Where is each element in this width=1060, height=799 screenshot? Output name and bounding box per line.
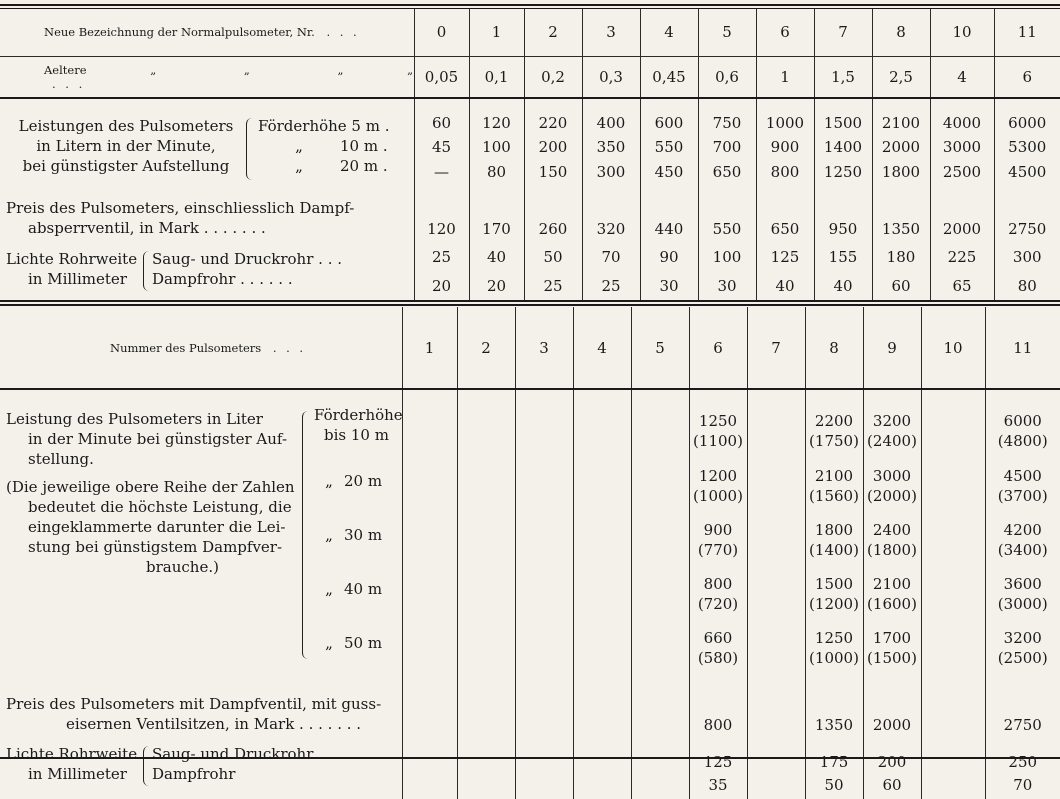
value-cell: 300 [582, 158, 640, 186]
value-cell: 550 [640, 136, 698, 158]
value-top: 1700 [864, 628, 921, 648]
height-label: 50 m [344, 634, 382, 652]
value-cell: 1000 [756, 110, 814, 136]
header-cell: 9 [863, 307, 921, 389]
rohr-cell: 40 [756, 272, 814, 300]
value-bracketed: (720) [690, 594, 747, 614]
leistung-row [0, 403, 1060, 459]
value-cell: 1500 [814, 110, 872, 136]
value-cell: 45 [414, 136, 469, 158]
rohr-cell: 35 [689, 771, 747, 799]
value-cell: 100 [469, 136, 524, 158]
header-new-dots: . . . [326, 25, 359, 39]
value-top: 2100 [806, 466, 863, 486]
value-cell: 2100 [872, 110, 930, 136]
rohr-cell: 25 [582, 272, 640, 300]
value-cell: 900 [756, 136, 814, 158]
leistung-label-line: stellung. [6, 449, 306, 469]
value-cell: 800 [756, 158, 814, 186]
ditto-mark: „ [314, 472, 344, 490]
note-line: eingeklammerte darunter die Lei- [6, 517, 306, 537]
leistung-label-line: in Litern in der Minute, [6, 136, 246, 156]
preis-cell: 2750 [985, 675, 1060, 737]
preis-cell: 2000 [930, 186, 994, 242]
height-label: Förderhöhe [314, 405, 402, 425]
value-bracketed: (2000) [864, 486, 921, 506]
height-label: 30 m [344, 526, 382, 544]
brace [143, 746, 149, 786]
rohr-row [0, 242, 1060, 272]
note-line: (Die jeweilige obere Reihe der Zahlen [6, 477, 306, 497]
value-cell: 80 [469, 158, 524, 186]
header-old-cell: 1,5 [814, 56, 872, 98]
header-label: Nummer des Pulsometers [110, 341, 261, 355]
value-top: 3200 [864, 411, 921, 431]
header-old-cell: 6 [994, 56, 1060, 98]
value-bracketed: (3400) [986, 540, 1060, 560]
value-top: 3200 [986, 628, 1060, 648]
ditto-mark: „ [244, 63, 250, 77]
value-cell: 2000 [872, 136, 930, 158]
rohr-cell: 30 [640, 272, 698, 300]
header-new-cell: 10 [930, 9, 994, 56]
leistung-label-line: Leistung des Pulsometers in Liter [6, 409, 306, 429]
height-label: 10 m . [340, 137, 388, 155]
ditto-mark: „ [314, 526, 344, 544]
value-top: 1800 [806, 520, 863, 540]
ditto-mark: „ [150, 63, 156, 77]
header-new-label: Neue Bezeichnung der Normalpulsometer, Nr. [44, 25, 315, 39]
preis-cell: 170 [469, 186, 524, 242]
header-old-label: Aeltere [44, 63, 87, 77]
value-bracketed: (2400) [864, 431, 921, 451]
header-old-row [0, 56, 1060, 98]
preis-cell: 1350 [872, 186, 930, 242]
rohr-cell: 80 [994, 272, 1060, 300]
rohr-cell: 20 [469, 272, 524, 300]
header-new-cell: 2 [524, 9, 582, 56]
height-label: Förderhöhe 5 m . [258, 116, 408, 136]
rohr-label-line: in Millimeter [6, 764, 156, 784]
value-cell: 220 [524, 110, 582, 136]
value-bracketed: (1560) [806, 486, 863, 506]
value-cell: 650 [698, 158, 756, 186]
value-cell: 4000 [930, 110, 994, 136]
section-rule [0, 304, 1060, 306]
value-bracketed: (2500) [986, 648, 1060, 668]
ditto-mark: „ [314, 580, 344, 598]
preis-row [0, 675, 1060, 737]
preis-label-line: Preis des Pulsometers mit Dampfventil, mit guss- [6, 694, 402, 714]
ditto-mark: „ [337, 63, 343, 77]
rohr-cell: 300 [994, 242, 1060, 272]
value-cell: 1800 [872, 158, 930, 186]
value-top: 1250 [690, 411, 747, 431]
value-cell: 60 [414, 110, 469, 136]
rohr-cell: 180 [872, 242, 930, 272]
rohr-label-line: Lichte Rohrweite [6, 744, 156, 764]
header-old-cell: 0,45 [640, 56, 698, 98]
bottom-rule [0, 757, 1060, 759]
preis-label-line: Preis des Pulsometers, einschliesslich Dampf- [6, 198, 414, 218]
preis-cell: 2750 [994, 186, 1060, 242]
header-old-dots: . . . [52, 77, 85, 91]
rohr-cell: 65 [930, 272, 994, 300]
brace [302, 411, 308, 659]
value-cell: 200 [524, 136, 582, 158]
value-top: 800 [690, 574, 747, 594]
value-top: 1200 [690, 466, 747, 486]
value-cell: 4500 [994, 158, 1060, 186]
rohr-row [0, 737, 1060, 771]
top-rule [0, 4, 1060, 6]
height-label: 20 m . [340, 157, 388, 175]
header-old-cell: 4 [930, 56, 994, 98]
preis-cell: 550 [698, 186, 756, 242]
preis-cell: 650 [756, 186, 814, 242]
value-bracketed: (1500) [864, 648, 921, 668]
value-bracketed: (1100) [690, 431, 747, 451]
header-old-cell: 0,3 [582, 56, 640, 98]
rohr-name: Dampfrohr . . . . . . [152, 269, 342, 289]
rohr-cell: 25 [414, 242, 469, 272]
preis-cell: 2000 [863, 675, 921, 737]
value-bracketed: (1800) [864, 540, 921, 560]
height-label: 20 m [344, 472, 382, 490]
rohr-cell: 100 [698, 242, 756, 272]
value-cell: 120 [469, 110, 524, 136]
value-top: 660 [690, 628, 747, 648]
brace [246, 118, 252, 180]
header-cell: 1 [402, 307, 457, 389]
preis-row [0, 186, 1060, 242]
value-bracketed: (1600) [864, 594, 921, 614]
header-new-cell: 3 [582, 9, 640, 56]
value-bracketed: (3700) [986, 486, 1060, 506]
header-old-cell: 0,6 [698, 56, 756, 98]
value-top: 2200 [806, 411, 863, 431]
value-cell: — [414, 158, 469, 186]
value-bracketed: (1400) [806, 540, 863, 560]
value-bracketed: (770) [690, 540, 747, 560]
preis-cell: 950 [814, 186, 872, 242]
rohr-name: Saug- und Druckrohr . . . [152, 249, 342, 269]
value-cell: 2500 [930, 158, 994, 186]
header-new-cell: 11 [994, 9, 1060, 56]
section-rule [0, 300, 1060, 302]
rohr-cell: 40 [814, 272, 872, 300]
header-cell: 5 [631, 307, 689, 389]
value-bracketed: (4800) [986, 431, 1060, 451]
header-new-cell: 6 [756, 9, 814, 56]
header-row [0, 307, 1060, 389]
header-old-cell: 1 [756, 56, 814, 98]
header-cell: 4 [573, 307, 631, 389]
header-cell: 6 [689, 307, 747, 389]
rohr-cell: 155 [814, 242, 872, 272]
value-cell: 150 [524, 158, 582, 186]
preis-label-line: absperrventil, in Mark . . . . . . . [6, 218, 414, 238]
value-top: 3000 [864, 466, 921, 486]
rohr-cell: 50 [524, 242, 582, 272]
rohr-cell: 30 [698, 272, 756, 300]
header-cell: 8 [805, 307, 863, 389]
value-cell: 3000 [930, 136, 994, 158]
preis-cell: 1350 [805, 675, 863, 737]
rohr-cell: 60 [863, 771, 921, 799]
header-cell: 2 [457, 307, 515, 389]
preis-cell: 800 [689, 675, 747, 737]
header-cell: 7 [747, 307, 805, 389]
rohr-label-line: in Millimeter [6, 269, 156, 289]
ditto-mark: „ [407, 63, 413, 77]
header-dots: . . . [273, 341, 306, 355]
rohr-cell: 60 [872, 272, 930, 300]
value-bracketed: (580) [690, 648, 747, 668]
value-top: 1500 [806, 574, 863, 594]
value-bracketed: (3000) [986, 594, 1060, 614]
note-line: stung bei günstigstem Dampfver- [6, 537, 306, 557]
header-new-cell: 4 [640, 9, 698, 56]
rohr-cell: 125 [756, 242, 814, 272]
value-cell: 400 [582, 110, 640, 136]
rohr-cell: 90 [640, 242, 698, 272]
value-cell: 700 [698, 136, 756, 158]
value-bracketed: (1000) [690, 486, 747, 506]
value-bracketed: (1750) [806, 431, 863, 451]
preis-cell: 320 [582, 186, 640, 242]
header-old-cell: 2,5 [872, 56, 930, 98]
value-cell: 350 [582, 136, 640, 158]
pulsometer-table-1 [0, 9, 1060, 300]
value-top: 4200 [986, 520, 1060, 540]
header-new-cell: 8 [872, 9, 930, 56]
header-old-cell: 0,1 [469, 56, 524, 98]
preis-label-line: eisernen Ventilsitzen, in Mark . . . . . . . [6, 714, 402, 734]
value-top: 4500 [986, 466, 1060, 486]
pulsometer-table-2 [0, 307, 1060, 799]
leistung-label-line: Leistungen des Pulsometers [6, 116, 246, 136]
leistung-row [0, 110, 1060, 136]
header-old-cell: 0,05 [414, 56, 469, 98]
height-label: bis 10 m [314, 425, 402, 445]
leistung-label-line: in der Minute bei günstigster Auf- [6, 429, 306, 449]
value-top: 2100 [864, 574, 921, 594]
value-top: 900 [690, 520, 747, 540]
note-line: brauche.) [6, 557, 306, 577]
value-top: 2400 [864, 520, 921, 540]
note-line: bedeutet die höchste Leistung, die [6, 497, 306, 517]
leistung-label-line: bei günstigster Aufstellung [6, 156, 246, 176]
preis-cell: 120 [414, 186, 469, 242]
value-top: 3600 [986, 574, 1060, 594]
header-cell: 11 [985, 307, 1060, 389]
header-new-cell: 5 [698, 9, 756, 56]
rohr-cell: 25 [524, 272, 582, 300]
ditto-mark: „ [258, 136, 340, 156]
header-old-cell: 0,2 [524, 56, 582, 98]
header-new-cell: 0 [414, 9, 469, 56]
rohr-cell: 70 [985, 771, 1060, 799]
preis-cell: 440 [640, 186, 698, 242]
rohr-cell: 50 [805, 771, 863, 799]
value-cell: 6000 [994, 110, 1060, 136]
value-top: 6000 [986, 411, 1060, 431]
header-cell: 3 [515, 307, 573, 389]
value-cell: 450 [640, 158, 698, 186]
rohr-cell: 200 [863, 737, 921, 771]
value-cell: 5300 [994, 136, 1060, 158]
ditto-mark: „ [314, 634, 344, 652]
rohr-cell: 20 [414, 272, 469, 300]
value-bracketed: (1200) [806, 594, 863, 614]
preis-cell: 260 [524, 186, 582, 242]
height-label: 40 m [344, 580, 382, 598]
header-new-cell: 7 [814, 9, 872, 56]
header-new-cell: 1 [469, 9, 524, 56]
value-bracketed: (1000) [806, 648, 863, 668]
header-new-row [0, 9, 1060, 56]
rohr-name: Saug- und Druckrohr [152, 744, 313, 764]
rohr-cell: 125 [689, 737, 747, 771]
value-cell: 1400 [814, 136, 872, 158]
brace [143, 251, 149, 291]
value-cell: 600 [640, 110, 698, 136]
value-cell: 750 [698, 110, 756, 136]
rohr-cell: 40 [469, 242, 524, 272]
value-cell: 1250 [814, 158, 872, 186]
header-cell: 10 [921, 307, 985, 389]
ditto-mark: „ [258, 156, 340, 176]
value-top: 1250 [806, 628, 863, 648]
rohr-cell: 250 [985, 737, 1060, 771]
rohr-name: Dampfrohr [152, 764, 313, 784]
rohr-label-line: Lichte Rohrweite [6, 249, 156, 269]
rohr-cell: 70 [582, 242, 640, 272]
rohr-cell: 175 [805, 737, 863, 771]
rohr-cell: 225 [930, 242, 994, 272]
